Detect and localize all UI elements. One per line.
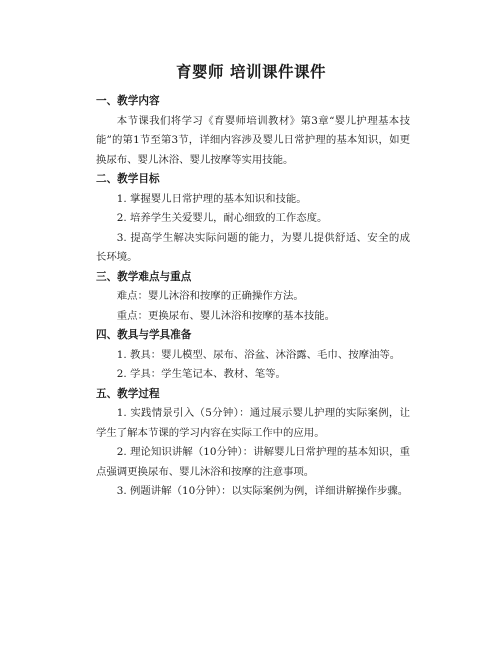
- section-paragraph: 2. 学具：学生笔记本、教材、笔等。: [116, 368, 286, 380]
- section-paragraph: 难点：婴儿沐浴和按摩的正确操作方法。: [116, 290, 304, 302]
- section-paragraph: 本节课我们将学习《育婴师培训教材》第3章“婴儿护理基本技能”的第1节至第3节，详细内容涉及婴儿日常护理的基本知识，如更换尿布、婴儿沐浴、婴儿按摩等实用技能。: [96, 114, 410, 166]
- section-paragraph: 1. 实践情景引入（5分钟）：通过展示婴儿护理的实际案例，让学生了解本节课的学习内容在实际工作中的应用。: [96, 407, 410, 439]
- section-difficulties-and-key-points: [96, 268, 410, 327]
- section-paragraph: 3. 例题讲解（10分钟）：以实际案例为例，详细讲解操作步骤。: [116, 485, 409, 497]
- section-teaching-goals: [96, 170, 410, 268]
- section-paragraph: 1. 掌握婴儿日常护理的基本知识和技能。: [116, 192, 307, 205]
- section-paragraph: 2. 培养学生关爱婴儿，耐心细致的工作态度。: [116, 212, 328, 224]
- section-heading: 四、教具与学具准备: [96, 329, 192, 341]
- document-title: 育婴师 培训课件课件: [176, 63, 326, 81]
- section-teaching-aids: [96, 326, 410, 385]
- document-body: [96, 92, 410, 502]
- section-heading: 二、教学目标: [96, 173, 160, 185]
- section-teaching-content: [96, 92, 410, 170]
- section-paragraph: 重点：更换尿布、婴儿沐浴和按摩的基本技能。: [116, 309, 335, 322]
- section-heading: 一、教学内容: [96, 95, 160, 107]
- section-paragraph: 3. 提高学生解决实际问题的能力，为婴儿提供舒适、安全的成长环境。: [96, 231, 410, 263]
- section-paragraph: 2. 理论知识讲解（10分钟）：讲解婴儿日常护理的基本知识，重点强调更换尿布、婴儿沐浴和按摩的注意事项。: [96, 446, 410, 478]
- section-teaching-process: [96, 385, 410, 502]
- section-heading: 三、教学难点与重点: [96, 270, 192, 283]
- section-paragraph: 1. 教具：婴儿模型、尿布、浴盆、沐浴露、毛巾、按摩油等。: [116, 348, 401, 361]
- section-heading: 五、教学过程: [96, 387, 160, 400]
